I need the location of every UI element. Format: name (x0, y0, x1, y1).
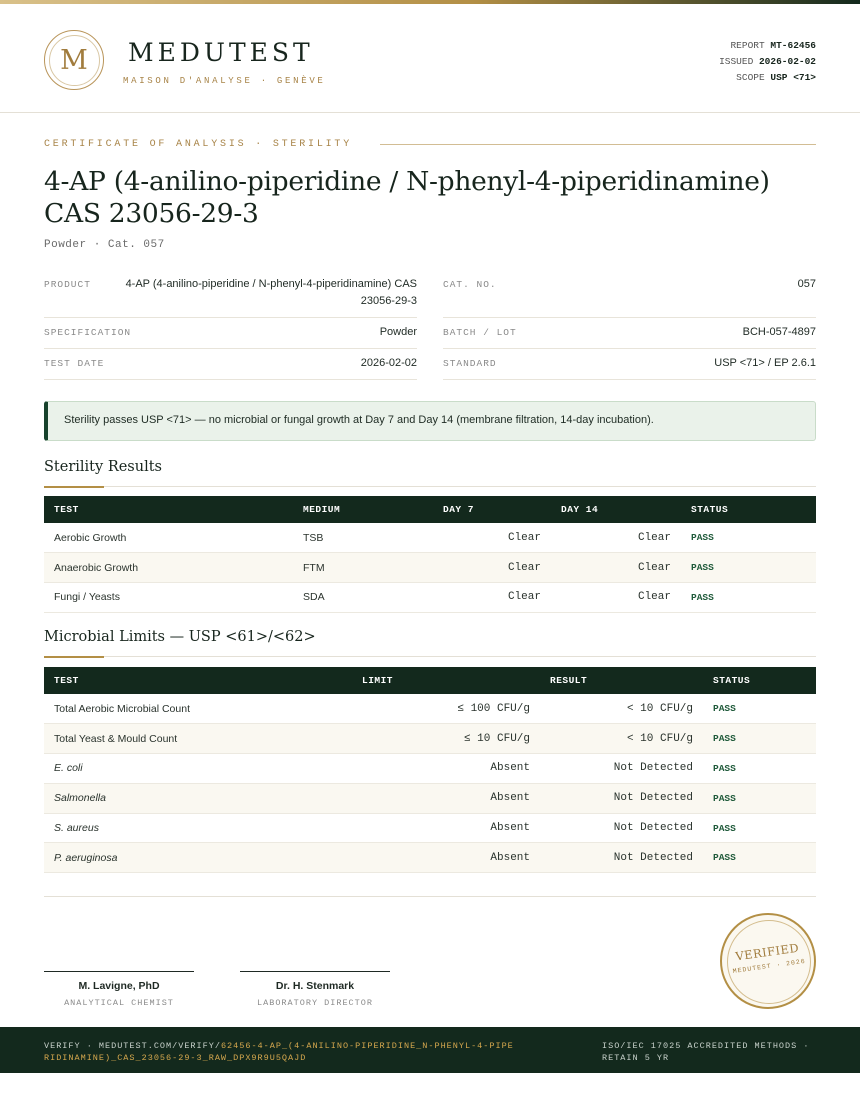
cell-limit: Absent (352, 754, 540, 784)
detail-label: PRODUCT (44, 279, 91, 290)
document-type: CERTIFICATE OF ANALYSIS · STERILITY (44, 139, 353, 150)
verified-seal (720, 913, 816, 1009)
detail-label: CAT. NO. (443, 279, 497, 290)
verify-link[interactable] (44, 1040, 514, 1064)
footer-bar (0, 1027, 860, 1073)
seal-main-text: VERIFIED (734, 940, 800, 964)
col-header-status: STATUS (703, 667, 816, 694)
col-header-result: RESULT (540, 667, 703, 694)
detail-product (44, 270, 417, 318)
microbial-section-title: Microbial Limits — USP <61>/<62> (44, 629, 316, 645)
status-badge: PASS (703, 843, 816, 873)
col-header-status: STATUS (681, 496, 816, 523)
logo-letter: M (60, 44, 88, 76)
cell-limit: ≤ 100 CFU/g (352, 694, 540, 724)
cell-test: S. aureus (44, 813, 352, 843)
issued-label: ISSUED (719, 56, 754, 67)
cell-day7: Clear (433, 583, 551, 613)
signatory-role: ANALYTICAL CHEMIST (64, 998, 174, 1008)
report-label: REPORT (730, 40, 765, 51)
status-badge: PASS (703, 813, 816, 843)
detail-test-date (44, 349, 417, 380)
seal-sub-text: MEDUTEST · 2026 (732, 957, 807, 975)
status-badge: PASS (703, 754, 816, 784)
cell-result: < 10 CFU/g (540, 724, 703, 754)
detail-standard (443, 349, 816, 380)
detail-value: 4-AP (4-anilino-piperidine / N-phenyl-4-piperidinamine) CAS 23056-29-3 (125, 278, 417, 307)
detail-cat-no (443, 270, 816, 318)
eyebrow-divider (380, 144, 816, 145)
detail-label: SPECIFICATION (44, 327, 132, 338)
brand-tagline: MAISON D'ANALYSE · GENÈVE (123, 76, 326, 86)
cell-result: Not Detected (540, 783, 703, 813)
detail-value: 057 (797, 278, 816, 290)
cell-test: P. aeruginosa (44, 843, 352, 873)
detail-label: STANDARD (443, 358, 497, 369)
status-badge: PASS (681, 583, 816, 613)
cell-result: Not Detected (540, 754, 703, 784)
section-divider (44, 486, 816, 487)
status-badge: PASS (703, 694, 816, 724)
table-row (44, 783, 816, 813)
section-accent (44, 656, 104, 658)
cell-test: Aerobic Growth (44, 523, 293, 553)
sterility-section-title: Sterility Results (44, 459, 162, 475)
verify-code: 62456-4-AP_(4-ANILINO-PIPERIDINE_N-PHENYL-4-PIPERIDINAMINE)_CAS_23056-29-3_RAW_DPX9R9U5QAJD (44, 1041, 514, 1063)
cell-test: Total Aerobic Microbial Count (44, 694, 352, 724)
table-row (44, 724, 816, 754)
table-row (44, 754, 816, 784)
signatory-name: Dr. H. Stenmark (275, 980, 355, 992)
scope-label: SCOPE (736, 72, 765, 83)
status-badge: PASS (703, 783, 816, 813)
page-title: 4-AP (4-anilino-piperidine / N-phenyl-4-piperidinamine) CAS 23056-29-3 (44, 166, 770, 229)
detail-value: USP <71> / EP 2.6.1 (714, 357, 816, 369)
cell-test: E. coli (44, 754, 352, 784)
col-header-test: TEST (44, 667, 352, 694)
cell-day14: Clear (551, 553, 681, 583)
signature-block-director (240, 971, 390, 1008)
detail-batch (443, 318, 816, 349)
status-badge: PASS (681, 523, 816, 553)
cell-medium: SDA (293, 583, 433, 613)
table-header-row (44, 496, 816, 523)
cell-limit: Absent (352, 783, 540, 813)
detail-value: Powder (379, 326, 417, 338)
cell-test: Fungi / Yeasts (44, 583, 293, 613)
cell-result: Not Detected (540, 843, 703, 873)
product-subtitle: Powder · Cat. 057 (44, 239, 165, 251)
cell-day7: Clear (433, 523, 551, 553)
cell-result: Not Detected (540, 813, 703, 843)
cell-test: Salmonella (44, 783, 352, 813)
cell-limit: Absent (352, 843, 540, 873)
signature-block-chemist (44, 971, 194, 1008)
scope-value: USP <71> (770, 72, 816, 83)
table-row (44, 694, 816, 724)
cell-test: Total Yeast & Mould Count (44, 724, 352, 754)
detail-value: 2026-02-02 (360, 357, 417, 369)
col-header-day14: DAY 14 (551, 496, 681, 523)
header (0, 4, 860, 113)
cell-day7: Clear (433, 553, 551, 583)
table-row (44, 553, 816, 583)
detail-label: TEST DATE (44, 358, 105, 369)
accreditation-note: ISO/IEC 17025 ACCREDITED METHODS · RETAIN 5 YR (602, 1041, 810, 1063)
table-row (44, 813, 816, 843)
brand-name: MEDUTEST (128, 38, 314, 67)
verify-prefix: VERIFY · MEDUTEST.COM/VERIFY/ (44, 1041, 221, 1051)
signatory-role: LABORATORY DIRECTOR (257, 998, 373, 1008)
cell-limit: Absent (352, 813, 540, 843)
col-header-medium: MEDIUM (293, 496, 433, 523)
cell-result: < 10 CFU/g (540, 694, 703, 724)
cell-day14: Clear (551, 523, 681, 553)
report-number: MT-62456 (770, 40, 816, 51)
col-header-test: TEST (44, 496, 293, 523)
status-badge: PASS (703, 724, 816, 754)
report-meta (719, 38, 816, 86)
footer-divider (44, 896, 816, 897)
status-badge: PASS (681, 553, 816, 583)
signatory-name: M. Lavigne, PhD (78, 980, 160, 992)
detail-label: BATCH / LOT (443, 327, 517, 338)
product-details (44, 270, 816, 380)
table-header-row (44, 667, 816, 694)
logo (44, 30, 104, 90)
detail-specification (44, 318, 417, 349)
microbial-limits-table (44, 667, 816, 873)
col-header-day7: DAY 7 (433, 496, 551, 523)
table-row (44, 843, 816, 873)
table-row (44, 523, 816, 553)
col-header-limit: LIMIT (352, 667, 540, 694)
cell-test: Anaerobic Growth (44, 553, 293, 583)
sterility-table (44, 496, 816, 613)
section-divider (44, 656, 816, 657)
detail-value: BCH-057-4897 (742, 326, 816, 338)
cell-medium: FTM (293, 553, 433, 583)
result-summary-banner: Sterility passes USP <71> — no microbial or fungal growth at Day 7 and Day 14 (membrane filtration, 14-day incubation). (44, 401, 816, 441)
cell-day14: Clear (551, 583, 681, 613)
cell-medium: TSB (293, 523, 433, 553)
cell-limit: ≤ 10 CFU/g (352, 724, 540, 754)
table-row (44, 583, 816, 613)
section-accent (44, 486, 104, 488)
issued-date: 2026-02-02 (758, 56, 816, 67)
